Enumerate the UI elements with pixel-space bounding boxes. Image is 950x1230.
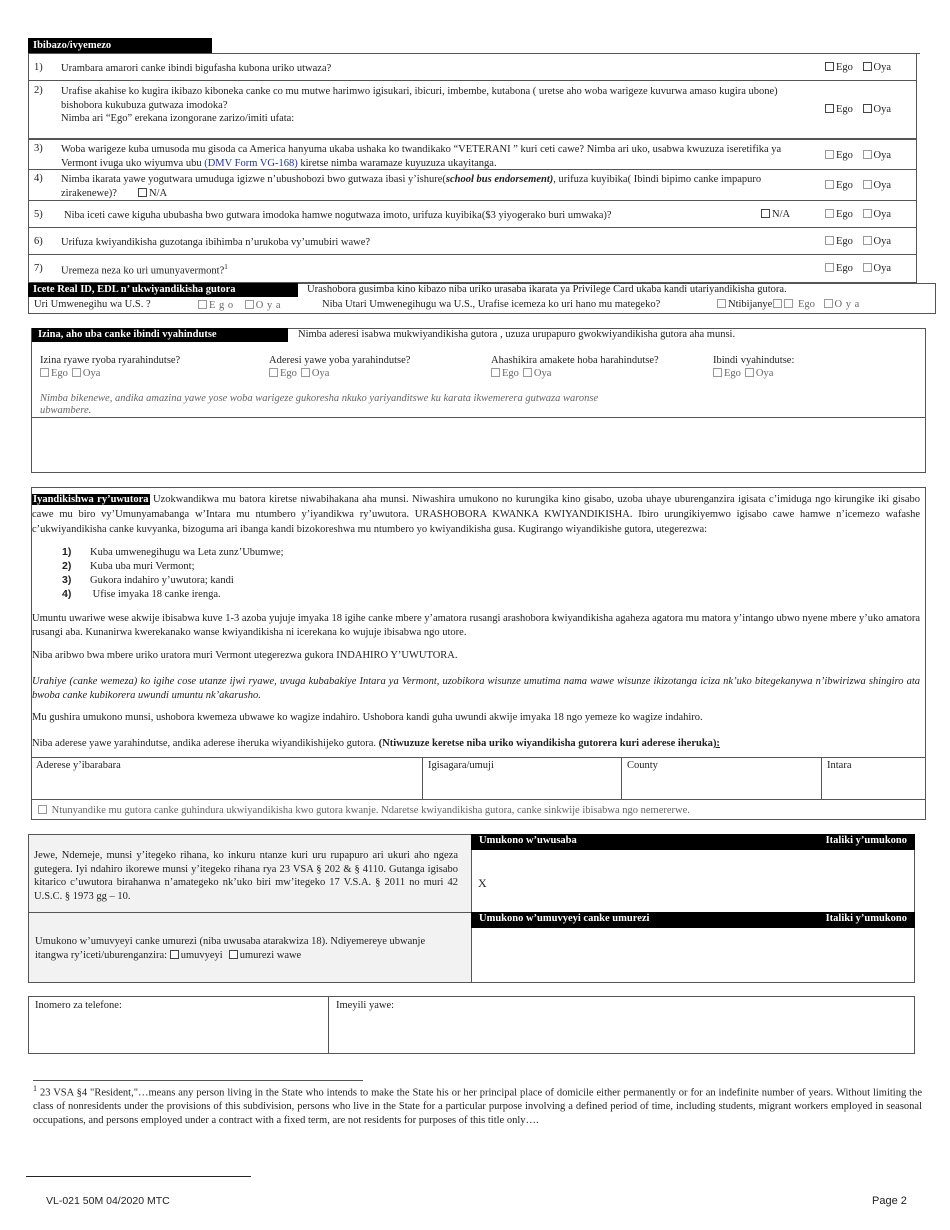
q4-yes-checkbox[interactable] xyxy=(825,180,834,189)
address-changed-question xyxy=(269,355,410,379)
q1-yes-label: Ego xyxy=(836,62,853,73)
guardian-option-label: umurezi wawe xyxy=(239,950,302,962)
question-row-6 xyxy=(28,228,916,255)
question-text xyxy=(61,263,801,278)
real-id-note: Urashobora gusimba kino kibazo niba uriko urasaba ikarata ya Privilege Card ukaba kandi utariyandikisha gutora. xyxy=(307,284,787,295)
q4-text: Nimba ikarata yawe yogutwara umuduga igizwe n’ubushobozi bwo gutwaza ibasi y’ishure( xyxy=(61,174,446,185)
questions-right-border xyxy=(916,53,917,283)
voter-paragraph-5: Niba aderese yawe yarahindutse, andika aderese iheruka wiyandikishijeko gutora. (Ntiwuzuze keretse niba uriko wiyandikisha gutorera kuri aderese iheruka): xyxy=(32,738,720,749)
address-changed-yes-label: Ego xyxy=(280,368,297,379)
footnote-number: 1 xyxy=(33,1084,37,1093)
applicant-date-label: Italiki y’umukono xyxy=(825,835,907,846)
footnote-text: 23 VSA §4 "Resident,"…means any person living in the State who intends to make the State his or her principal place of domicile either permanently or for an indefinite number of years. Without limiting the class of nonresidents under the provisions of this subdivision, persons who live in the State for a particular purpose involving a defined period of time, including students, migrant workers employed in seasonal occupations, and persons employed under a contract with a fixed term, are not residents for purposes of this title only…. xyxy=(33,1087,922,1126)
q2-text-followup: Nimba ari “Ego” erekana izongorane zarizo/imiti ufata: xyxy=(61,113,295,125)
q3-text-end: kiretse nimba waramaze kuyuzuza ukayitanga. xyxy=(297,157,497,169)
question-row-3 xyxy=(28,139,916,170)
name-changed-no-checkbox[interactable] xyxy=(72,368,81,377)
q4-no-checkbox[interactable] xyxy=(863,180,872,189)
footnote xyxy=(33,1084,922,1127)
lawful-yes-checkbox[interactable] xyxy=(773,299,782,308)
question-text xyxy=(61,173,801,200)
q5-na-checkbox[interactable] xyxy=(761,209,770,218)
other-changed-yes-label: Ego xyxy=(724,368,741,379)
phone-label: Inomero za telefone: xyxy=(35,1000,122,1011)
footnote-ref: 1 xyxy=(224,263,228,271)
oath-text: Jewe, Ndemeje, munsi y’itegeko rihana, ko inkuru ntanze kuri uru rupapuro ari ukuri aho ngeza gutegera. Iyi ndahiro ikorewe munsi y’itegeko rihana rya 23 VSA § 202 & § 4110. Gutanga igisabo kitarico c’uwutora birahanwa n’amategeko nk’uko biri mw’itegeko 17 V.S.A. § 2011 no muri 42 U.S.C. § 1973 gg – 10. xyxy=(34,850,458,902)
q6-no-checkbox[interactable] xyxy=(863,236,872,245)
other-changed-no-label: Oya xyxy=(755,368,774,379)
other-changed-no-checkbox[interactable] xyxy=(745,368,754,377)
state-label: Intara xyxy=(827,760,852,771)
mailing-changed-yes-checkbox[interactable] xyxy=(491,368,500,377)
q3-no-checkbox[interactable] xyxy=(863,150,872,159)
q4-no-label: Oya xyxy=(873,180,892,191)
applicant-signature-field[interactable] xyxy=(478,876,487,891)
parent-option-label: umuvyeyi xyxy=(180,950,223,962)
q7-no-label: Oya xyxy=(873,263,892,274)
previous-names-instruction: Nimba bikenewe, andika amazina yawe yose woba warigeze gukoresha nkuko yariyanditswe ku karata ikwemerera gutwaza waronse ubwambere. xyxy=(40,393,599,417)
email-field[interactable] xyxy=(328,996,915,1054)
us-citizen-yes-label: E g o xyxy=(209,300,234,311)
question-text: Niba iceti cawe kiguha ububasha bwo gutwara imodoka hamwe nogutwaza imoto, urifuza kuyibika($3 yiyogerako buri umwaka)? xyxy=(64,210,612,221)
q6-yes-checkbox[interactable] xyxy=(825,236,834,245)
lawful-yes-label: Ego xyxy=(797,299,815,310)
q3-yes-checkbox[interactable] xyxy=(825,150,834,159)
parent-consent-text xyxy=(35,935,455,963)
question-number: 1) xyxy=(34,62,43,73)
question-text: Urifuza kwiyandikisha guzotanga ibihimba n’urukoba vy’umubiri wawe? xyxy=(61,237,371,248)
name-change-header: Izina, aho uba canke ibindi vyahindutse xyxy=(32,328,288,342)
mailing-changed-no-label: Oya xyxy=(533,368,552,379)
q4-text-end: , urifuza kuyibika( Ibindi bipimo canke impapuro zirakenewe)? xyxy=(61,174,762,199)
question-row-2 xyxy=(28,81,916,139)
question-number: 4) xyxy=(34,173,43,184)
us-citizen-yes-checkbox[interactable] xyxy=(198,300,207,309)
question-number: 2) xyxy=(34,85,43,96)
question-row-1 xyxy=(28,54,916,81)
name-changed-label: Izina ryawe ryoba ryarahindutse? xyxy=(40,355,181,366)
city-label: Igisagara/umuji xyxy=(428,760,494,771)
name-changed-yes-checkbox[interactable] xyxy=(40,368,49,377)
lawful-no-checkbox[interactable] xyxy=(824,299,833,308)
question-row-5 xyxy=(28,201,916,228)
address-changed-label: Aderesi yawe yoba yarahindutse? xyxy=(269,355,411,366)
mailing-changed-label: Ahashikira amakete hoba harahindutse? xyxy=(491,355,659,366)
q1-yes-checkbox[interactable] xyxy=(825,62,834,71)
address-changed-no-label: Oya xyxy=(311,368,330,379)
q3-text: Woba warigeze kuba umusoda mu gisoda ca America hanyuma ukaba ushaka ko twandikako “VETERANI ” kuri ceti cawe? Nimba ari uko, usabwa kwuzuza iseretifika ya Vermont ivuga uko wiyumva ubu xyxy=(61,144,782,169)
q3-yes-label: Ego xyxy=(836,150,853,161)
county-field[interactable] xyxy=(622,757,822,800)
voter-paragraph-4: Mu gushira umukono munsi, ushobora kwemeza ubwawe ko wagize indahiro. Ushobora kandi guha uwundi akwije imyaka 18 ngo yemeze ko wagize indahiro. xyxy=(32,712,703,723)
q2-yes-label: Ego xyxy=(836,104,853,115)
street-address-field[interactable] xyxy=(31,757,423,800)
real-id-header: Icete Real ID, EDL n’ ukwiyandikisha gutora xyxy=(28,283,298,297)
mailing-changed-question xyxy=(491,355,659,379)
q6-yes-label: Ego xyxy=(836,236,853,247)
list-item: 4) Ufise imyaka 18 canke irenga. xyxy=(62,588,221,600)
voter-intro xyxy=(32,492,920,538)
name-change-note: Nimba aderesi isabwa mukwiyandikisha gutora , uzuza urupapuro gwokwiyandikisha gutora aha munsi. xyxy=(298,329,736,340)
q7-text: Uremeza neza ko uri umunyavermont? xyxy=(61,265,225,277)
voter-registration-header: Iyandikishwa ry’uwutora xyxy=(33,494,149,505)
signature-x-mark: X xyxy=(478,876,487,890)
us-citizen-no-checkbox[interactable] xyxy=(245,300,254,309)
mailing-changed-no-checkbox[interactable] xyxy=(523,368,532,377)
question-row-4 xyxy=(28,170,916,201)
question-number: 3) xyxy=(34,143,43,154)
phone-field[interactable] xyxy=(28,996,329,1054)
street-address-label: Aderese y’ibarabara xyxy=(36,760,121,771)
parent-signature-field[interactable] xyxy=(472,930,914,982)
q4-endorsement-term: school bus endorsement) xyxy=(445,174,554,185)
parent-date-label: Italiki y’umukono xyxy=(825,913,907,924)
lawful-na-checkbox[interactable] xyxy=(717,299,726,308)
footer-rule xyxy=(26,1176,251,1177)
guardian-checkbox[interactable] xyxy=(229,950,238,959)
question-text xyxy=(61,143,801,170)
name-changed-no-label: Oya xyxy=(82,368,101,379)
q5-na-label: N/A xyxy=(772,209,791,220)
other-changed-yes-checkbox[interactable] xyxy=(713,368,722,377)
state-field[interactable] xyxy=(822,757,926,800)
other-changed-question xyxy=(713,355,794,379)
applicant-signature-label: Umukono w’uwusaba xyxy=(479,835,577,846)
parent-signature-header xyxy=(471,912,915,928)
q7-yes-label: Ego xyxy=(836,263,853,274)
q7-yes-checkbox[interactable] xyxy=(825,263,834,272)
footnote-rule xyxy=(33,1080,363,1081)
voter-intro-text: Uzokwandikwa mu batora kiretse niwabihakana aha munsi. Niwashira umukono no kurungika kino gisabo, uzoba uhaye uburenganzira igisata c’imiduga ngo kirungike iki gisabo cawe mu biro vy’Umunyamabanga w’Intara mu ntumbero y’iyandikwa ry’uwutora. URASHOBORA KWANKA KWIYANDIKISHA. Ibiro urungikiyemwo igisabo cawe hamwe n’icemezo wafashe c’ukwiyandikisha canke kuvyanka, bizoguma ari ibanga kandi bizokoreshwa mu ntumbero yo kwiyandikisha gusa. Kugirango wiyandikishe gutora, utegerezwa: xyxy=(32,494,920,536)
applicant-signature-header xyxy=(471,834,915,850)
page-number: Page 2 xyxy=(872,1195,907,1207)
list-item: 1) Kuba umwenegihugu wa Leta zunz’Ubumwe; xyxy=(62,546,284,558)
dmv-form-vg168-link[interactable]: (DMV Form VG-168) xyxy=(204,157,298,169)
q5-no-checkbox[interactable] xyxy=(863,209,872,218)
q4-na-checkbox[interactable] xyxy=(138,188,147,197)
parent-signature-label: Umukono w’umuvyeyi canke umurezi xyxy=(479,913,650,924)
previous-names-input[interactable] xyxy=(31,417,926,473)
q5-yes-label: Ego xyxy=(836,209,853,220)
q2-yes-checkbox[interactable] xyxy=(825,104,834,113)
us-citizen-no-label: O y a xyxy=(255,300,282,311)
decline-registration-checkbox[interactable] xyxy=(38,805,47,814)
q1-no-checkbox[interactable] xyxy=(863,62,872,71)
q1-no-label: Oya xyxy=(873,62,892,73)
q6-no-label: Oya xyxy=(873,236,892,247)
voter-oath-text: Urahiye (canke wemeza) ko igihe cose utanze ijwi ryawe, uvuga kubabakiye Intara ya Vermont, uzobikora wisunze umutima nama wawe wisunze ikizotanga iciza nk’uko bitegekanywa n’ibwirizwa shingiro ata bwoba canke kubikorera uwundi umuntu nk’akarusho. xyxy=(32,676,920,701)
q3-no-label: Oya xyxy=(873,150,892,161)
list-item: 2) Kuba uba muri Vermont; xyxy=(62,560,195,572)
address-changed-no-checkbox[interactable] xyxy=(301,368,310,377)
lawful-na-label: Ntibijanye xyxy=(728,299,773,310)
question-number: 5) xyxy=(34,209,43,220)
mailing-changed-yes-label: Ego xyxy=(502,368,519,379)
list-item: 3) Gukora indahiro y’uwutora; kandi xyxy=(62,574,234,586)
voter-paragraph-2: Niba aribwo bwa mbere uriko uratora muri Vermont utegerezwa gukora INDAHIRO Y’UWUTORA. xyxy=(32,650,458,661)
q2-text-main: Urafise akahise ko kugira ikibazo kiboneka canke co mu mutwe harimwo igisukari, ibicuri, imbembe, kutabona ( uretse aho woba warigeze kuvurwa amaso kugira ubone) bishobora kukubuza gutwaza imodoka? xyxy=(61,86,778,111)
parent-checkbox[interactable] xyxy=(170,950,179,959)
question-number: 6) xyxy=(34,236,43,247)
city-field[interactable] xyxy=(423,757,622,800)
question-text: Urambara amarori canke ibindi bigufasha kubona uriko utwaza? xyxy=(61,63,332,74)
lawful-no-label: O y a xyxy=(834,299,860,310)
us-citizen-label: Uri Umwenegihu wa U.S. ? xyxy=(34,299,151,310)
other-changed-label: Ibindi vyahindutse: xyxy=(713,355,795,366)
questions-section-header: Ibibazo/ivyemezo xyxy=(28,38,212,54)
decline-registration-label: Ntunyandike mu gutora canke guhindura ukwiyandikisha kwo gutora kwanje. Ndaretse kwiyandikisha gutora, canke sinkwije ibisabwa ngo nemererwe. xyxy=(51,805,690,816)
question-row-7 xyxy=(28,255,916,283)
q5-no-label: Oya xyxy=(873,209,892,220)
q2-no-checkbox[interactable] xyxy=(863,104,872,113)
address-changed-yes-checkbox[interactable] xyxy=(269,368,278,377)
parent-consent-label: Umukono w’umuvyeyi canke umurezi (niba uwusaba atarakwiza 18). Ndiyemereye ubwanje itangwa ry’iceti/uburenganzira: xyxy=(35,936,426,962)
form-id: VL-021 50M 04/2020 MTC xyxy=(46,1195,170,1207)
name-changed-yes-label: Ego xyxy=(51,368,68,379)
question-text xyxy=(61,85,801,126)
county-label: County xyxy=(627,760,658,771)
q4-na-label: N/A xyxy=(148,187,168,199)
q4-yes-label: Ego xyxy=(836,180,853,191)
q5-yes-checkbox[interactable] xyxy=(825,209,834,218)
lawful-presence-label: Niba Utari Umwenegihugu wa U.S., Urafise icemeza ko uri hano mu mategeko? xyxy=(322,299,661,310)
q7-no-checkbox[interactable] xyxy=(863,263,872,272)
question-number: 7) xyxy=(34,263,43,274)
email-label: Imeyili yawe: xyxy=(336,1000,395,1011)
q2-no-label: Oya xyxy=(873,104,892,115)
lawful-yes-checkbox-2[interactable] xyxy=(784,299,793,308)
name-changed-question xyxy=(40,355,180,379)
voter-requirements-list xyxy=(62,546,284,602)
voter-paragraph-1: Umuntu uwariwe wese akwije ibisabwa kuve 1-3 azoba yujuje imyaka 18 igihe canke mbere y’amatora rusangi arashobora kwiyandikisha agaheza agatora mu matora y’intango ubwo nyene mbere y’uko amatora rusangi aba. Kunanirwa kwerekanako wanse kwiyandikisha ni icerekana ko wujuje ibisabwa ngo utore. xyxy=(32,613,920,639)
